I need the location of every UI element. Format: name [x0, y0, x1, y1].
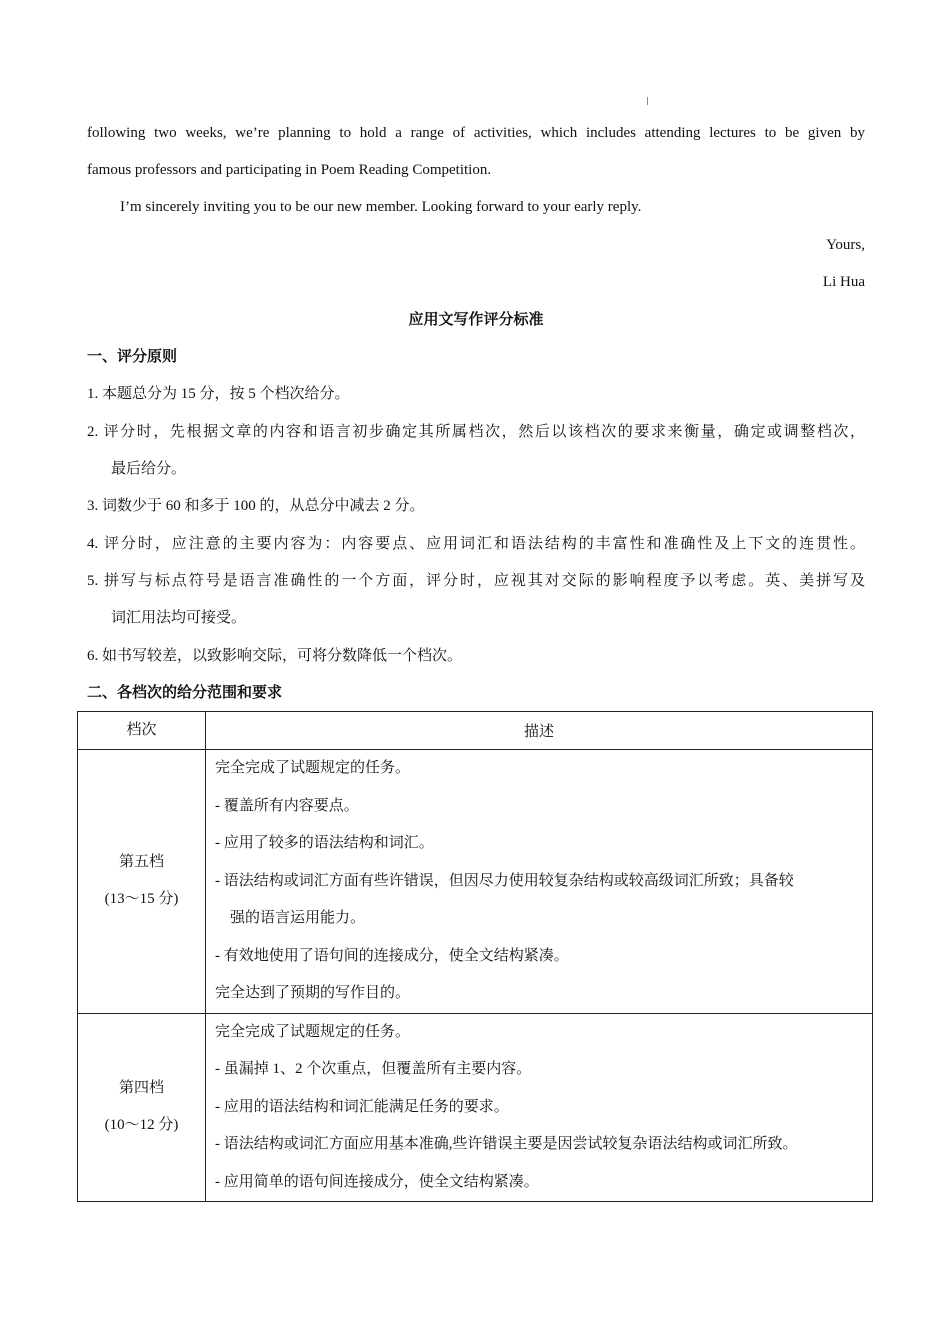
- description-line: - 覆盖所有内容要点。: [215, 797, 359, 814]
- description-cell: [206, 750, 873, 1014]
- letter-line-1: following two weeks, we’re planning to hold a range of activities, which includes attending lectures to be given by: [87, 125, 865, 141]
- rule-item: 1. 本题总分为 15 分，按 5 个档次给分。: [87, 386, 350, 402]
- description-cell: [206, 1013, 873, 1202]
- description-line: - 语法结构或词汇方面有些许错误，但因尽力使用较复杂结构或较高级词汇所致；具备较: [215, 872, 794, 889]
- description-line: - 虽漏掉 1、2 个次重点，但覆盖所有主要内容。: [215, 1061, 532, 1077]
- rubric-title: 应用文写作评分标准: [408, 312, 544, 328]
- level-range: (13～15 分): [104, 891, 179, 908]
- page-marker: [647, 97, 648, 105]
- description-line: - 应用了较多的语法结构和词汇。: [215, 835, 434, 851]
- description-line: 完全完成了试题规定的任务。: [215, 760, 411, 776]
- rule-item: 2. 评分时，先根据文章的内容和语言初步确定其所属档次，然后以该档次的要求来衡量，确定或调整档次，: [87, 424, 865, 440]
- rule-item: 4. 评分时，应注意的主要内容为：内容要点、应用词汇和语法结构的丰富性和准确性及上下文的连贯性。: [87, 536, 865, 552]
- rule-item-continued: 词汇用法均可接受。: [111, 610, 247, 626]
- rule-item: 3. 词数少于 60 和多于 100 的，从总分中减去 2 分。: [87, 498, 425, 514]
- rule-item: 5. 拼写与标点符号是语言准确性的一个方面，评分时，应视其对交际的影响程度予以考虑。英、美拼写及: [87, 573, 865, 589]
- description-line-continued: 强的语言运用能力。: [230, 910, 366, 926]
- section2-heading: 二、各档次的给分范围和要求: [87, 685, 283, 701]
- description-line: - 应用简单的语句间连接成分，使全文结构紧凑。: [215, 1173, 539, 1190]
- description-line: - 应用的语法结构和词汇能满足任务的要求。: [215, 1098, 509, 1115]
- letter-line-3: I’m sincerely inviting you to be our new member. Looking forward to your early reply.: [120, 199, 642, 215]
- description-line: - 有效地使用了语句间的连接成分，使全文结构紧凑。: [215, 947, 569, 964]
- rule-item-continued: 最后给分。: [111, 461, 187, 477]
- letter-signature: Li Hua: [822, 274, 865, 290]
- section1-heading: 一、评分原则: [87, 349, 178, 365]
- header-level: 档次: [78, 712, 206, 750]
- description-line: 完全达到了预期的写作目的。: [215, 985, 411, 1001]
- letter-line-2: famous professors and participating in Poem Reading Competition.: [87, 162, 492, 178]
- table-row: [78, 1013, 873, 1202]
- level-cell: [78, 750, 206, 1014]
- level-range: (10～12 分): [104, 1117, 179, 1134]
- letter-closing: Yours,: [826, 237, 865, 253]
- level-name: 第四档: [118, 1080, 164, 1097]
- description-line: - 语法结构或词汇方面应用基本准确,些许错误主要是因尝试较复杂语法结构或词汇所致。: [215, 1136, 798, 1152]
- description-line: 完全完成了试题规定的任务。: [215, 1023, 411, 1040]
- header-description: 描述: [206, 712, 873, 750]
- level-cell: [78, 1013, 206, 1202]
- level-name: 第五档: [118, 854, 164, 871]
- table-row: [78, 750, 873, 1014]
- grading-table: [77, 711, 873, 1202]
- rule-item: 6. 如书写较差，以致影响交际，可将分数降低一个档次。: [87, 648, 463, 664]
- table-header-row: [78, 712, 873, 750]
